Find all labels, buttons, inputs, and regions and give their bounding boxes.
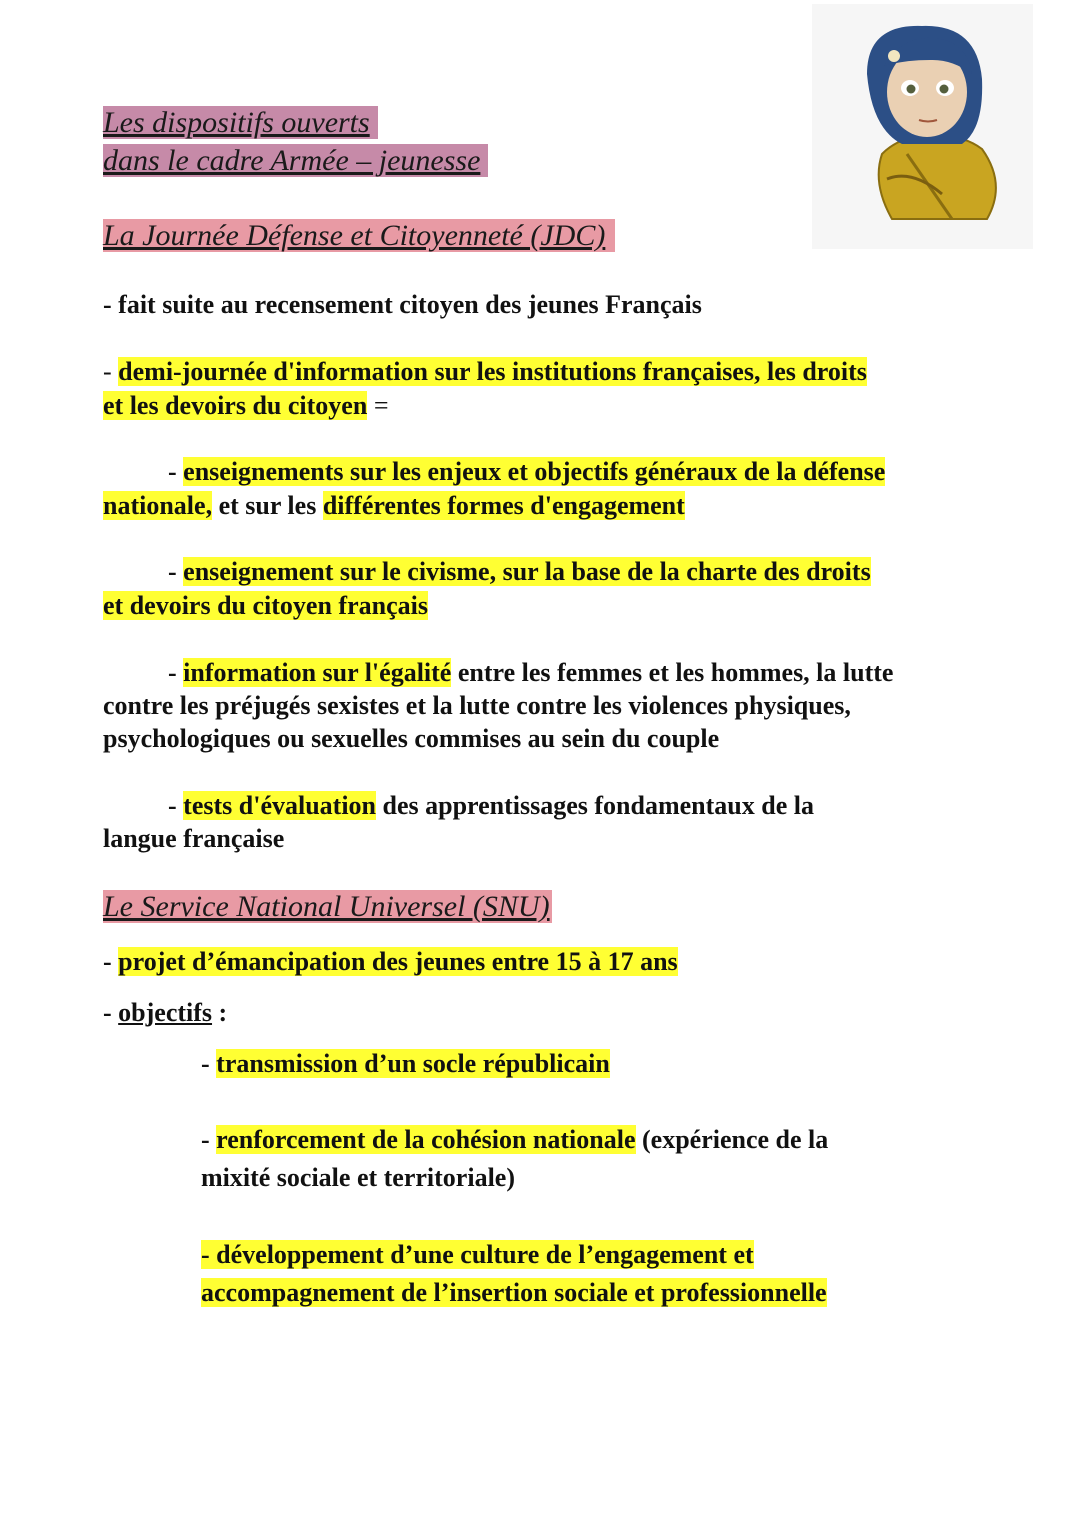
jdc-item-civisme-line-2	[103, 589, 428, 623]
jdc-p2-dash: -	[103, 357, 119, 386]
snu-o1-dash: -	[201, 1049, 217, 1078]
jdc-p4-highlight-b: et devoirs du citoyen français	[103, 591, 428, 620]
section-title-snu	[103, 888, 552, 926]
section-title-jdc-text: La Journée Défense et Citoyenneté (JDC)	[103, 219, 615, 252]
heading-line-2-text: dans le cadre Armée – jeunesse	[103, 144, 488, 177]
snu-o2-rest: (expérience de la	[635, 1125, 829, 1154]
jdc-p5-rest: entre les femmes et les hommes, la lutte	[451, 658, 894, 687]
jdc-item-tests-line-1	[168, 789, 814, 823]
snu-p1-dash: -	[103, 947, 119, 976]
coraline-doll-icon	[812, 4, 1033, 249]
coraline-doll-image	[812, 4, 1033, 249]
jdc-p5-highlight: information sur l'égalité	[183, 658, 452, 687]
jdc-p6-line-2: langue française	[103, 824, 285, 853]
jdc-p5-line-3: psychologiques ou sexuelles commises au sein du couple	[103, 724, 720, 753]
jdc-item-egalite-line-1	[168, 656, 893, 690]
snu-p1-highlight: projet d’émancipation des jeunes entre 15 à 17 ans	[118, 947, 678, 976]
snu-o2-highlight: renforcement de la cohésion nationale	[216, 1125, 636, 1154]
jdc-p2-highlight-b: et les devoirs du citoyen	[103, 391, 368, 420]
snu-p2-colon: :	[212, 998, 228, 1027]
jdc-p6-rest: des apprentissages fondamentaux de la	[376, 791, 814, 820]
jdc-p6-dash: -	[168, 791, 184, 820]
heading-line-1-text: Les dispositifs ouverts	[103, 106, 378, 139]
jdc-item-civisme-line-1	[168, 555, 871, 589]
jdc-p5-line-2: contre les préjugés sexistes et la lutte contre les violences physiques,	[103, 691, 851, 720]
snu-objective-cohesion-line-2	[201, 1161, 515, 1195]
jdc-p4-highlight-a: enseignement sur le civisme, sur la base de la charte des droits	[183, 557, 871, 586]
jdc-p6-highlight: tests d'évaluation	[183, 791, 377, 820]
jdc-item-enseignements-line-1	[168, 455, 885, 489]
jdc-p5-dash: -	[168, 658, 184, 687]
document-heading-line-2	[103, 142, 488, 180]
snu-objective-cohesion-line-1	[201, 1123, 828, 1157]
jdc-item-enseignements-line-2	[103, 489, 685, 523]
section-title-jdc	[103, 217, 615, 255]
snu-objective-engagement-line-1	[201, 1238, 754, 1272]
jdc-item-egalite-line-3	[103, 722, 719, 756]
snu-objective-socle	[201, 1047, 610, 1081]
section-title-snu-text: Le Service National Universel (SNU)	[103, 890, 550, 923]
jdc-p1-text: - fait suite au recensement citoyen des jeunes Français	[103, 290, 702, 319]
jdc-p3-highlight-c: différentes formes d'engagement	[322, 491, 685, 520]
jdc-p4-dash: -	[168, 557, 184, 586]
snu-o2-dash: -	[201, 1125, 217, 1154]
jdc-p2-highlight-a: demi-journée d'information sur les institutions françaises, les droits	[118, 357, 867, 386]
snu-objective-engagement-line-2	[201, 1276, 827, 1310]
jdc-p3-highlight-a: enseignements sur les enjeux et objectifs généraux de la défense	[183, 457, 886, 486]
jdc-paragraph-demi-journee-line-2	[103, 389, 388, 423]
snu-p2-objectifs: objectifs	[118, 998, 213, 1027]
snu-paragraph-objectifs	[103, 996, 227, 1030]
snu-o3-highlight-a: - développement d’une culture de l’engagement et	[201, 1240, 754, 1269]
jdc-paragraph-demi-journee-line-1	[103, 355, 867, 389]
jdc-p2-equals: =	[367, 391, 389, 420]
snu-p2-dash: -	[103, 998, 119, 1027]
jdc-paragraph-recensement	[103, 288, 702, 322]
jdc-p3-dash: -	[168, 457, 184, 486]
jdc-item-egalite-line-2	[103, 689, 851, 723]
snu-o2-line-2: mixité sociale et territoriale)	[201, 1163, 515, 1192]
jdc-p3-highlight-b: nationale,	[103, 491, 213, 520]
jdc-p3-mid: et sur les	[212, 491, 323, 520]
snu-paragraph-projet	[103, 945, 678, 979]
snu-o3-highlight-b: accompagnement de l’insertion sociale et professionnelle	[201, 1278, 827, 1307]
jdc-item-tests-line-2	[103, 822, 284, 856]
document-heading-line-1	[103, 104, 378, 142]
snu-o1-highlight: transmission d’un socle républicain	[216, 1049, 610, 1078]
